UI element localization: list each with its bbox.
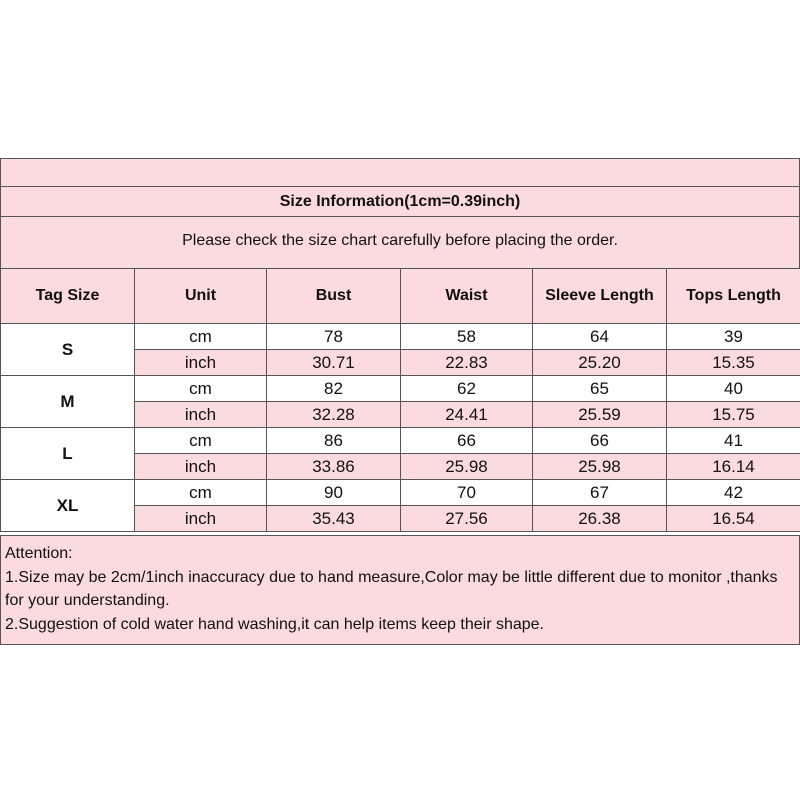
tops-cell: 41 bbox=[667, 428, 800, 454]
waist-cell: 62 bbox=[401, 376, 533, 402]
table-row bbox=[1, 428, 800, 454]
table-row bbox=[1, 324, 800, 350]
header-unit: Unit bbox=[135, 269, 267, 324]
unit-cell: inch bbox=[135, 454, 267, 480]
waist-cell: 25.98 bbox=[401, 454, 533, 480]
size-tag: M bbox=[1, 376, 135, 428]
unit-cell: cm bbox=[135, 376, 267, 402]
table-header-row bbox=[1, 269, 800, 324]
header-sleeve-length: Sleeve Length bbox=[533, 269, 667, 324]
header-tops-length: Tops Length bbox=[667, 269, 800, 324]
unit-cell: cm bbox=[135, 324, 267, 350]
bust-cell: 30.71 bbox=[267, 350, 401, 376]
tops-cell: 40 bbox=[667, 376, 800, 402]
sleeve-cell: 26.38 bbox=[533, 506, 667, 532]
bust-cell: 35.43 bbox=[267, 506, 401, 532]
waist-cell: 27.56 bbox=[401, 506, 533, 532]
tops-cell: 42 bbox=[667, 480, 800, 506]
header-bust: Bust bbox=[267, 269, 401, 324]
bust-cell: 32.28 bbox=[267, 402, 401, 428]
unit-cell: cm bbox=[135, 480, 267, 506]
sleeve-cell: 66 bbox=[533, 428, 667, 454]
table-row bbox=[1, 376, 800, 402]
sleeve-cell: 25.98 bbox=[533, 454, 667, 480]
tops-cell: 16.54 bbox=[667, 506, 800, 532]
bust-cell: 78 bbox=[267, 324, 401, 350]
attention-line-2: 2.Suggestion of cold water hand washing,it can help items keep their shape. bbox=[5, 615, 544, 633]
top-band bbox=[0, 158, 800, 186]
size-tag: L bbox=[1, 428, 135, 480]
tops-cell: 39 bbox=[667, 324, 800, 350]
tops-cell: 16.14 bbox=[667, 454, 800, 480]
waist-cell: 24.41 bbox=[401, 402, 533, 428]
bust-cell: 90 bbox=[267, 480, 401, 506]
size-tag: S bbox=[1, 324, 135, 376]
waist-cell: 22.83 bbox=[401, 350, 533, 376]
bust-cell: 86 bbox=[267, 428, 401, 454]
sleeve-cell: 64 bbox=[533, 324, 667, 350]
size-table bbox=[0, 268, 800, 532]
tops-cell: 15.75 bbox=[667, 402, 800, 428]
unit-cell: inch bbox=[135, 350, 267, 376]
attention-notes bbox=[0, 535, 800, 645]
tops-cell: 15.35 bbox=[667, 350, 800, 376]
attention-line-1: 1.Size may be 2cm/1inch inaccuracy due to hand measure,Color may be little different due to monitor ,thanks for your understanding. bbox=[5, 568, 778, 609]
header-tag-size: Tag Size bbox=[1, 269, 135, 324]
header-waist: Waist bbox=[401, 269, 533, 324]
bust-cell: 33.86 bbox=[267, 454, 401, 480]
sleeve-cell: 25.59 bbox=[533, 402, 667, 428]
unit-cell: inch bbox=[135, 402, 267, 428]
unit-cell: inch bbox=[135, 506, 267, 532]
attention-heading: Attention: bbox=[5, 545, 73, 562]
sleeve-cell: 65 bbox=[533, 376, 667, 402]
sleeve-cell: 67 bbox=[533, 480, 667, 506]
unit-cell: cm bbox=[135, 428, 267, 454]
waist-cell: 58 bbox=[401, 324, 533, 350]
waist-cell: 66 bbox=[401, 428, 533, 454]
sleeve-cell: 25.20 bbox=[533, 350, 667, 376]
waist-cell: 70 bbox=[401, 480, 533, 506]
order-note: Please check the size chart carefully before placing the order. bbox=[0, 216, 800, 268]
chart-title: Size Information(1cm=0.39inch) bbox=[0, 186, 800, 216]
bust-cell: 82 bbox=[267, 376, 401, 402]
table-row bbox=[1, 480, 800, 506]
size-tag: XL bbox=[1, 480, 135, 532]
